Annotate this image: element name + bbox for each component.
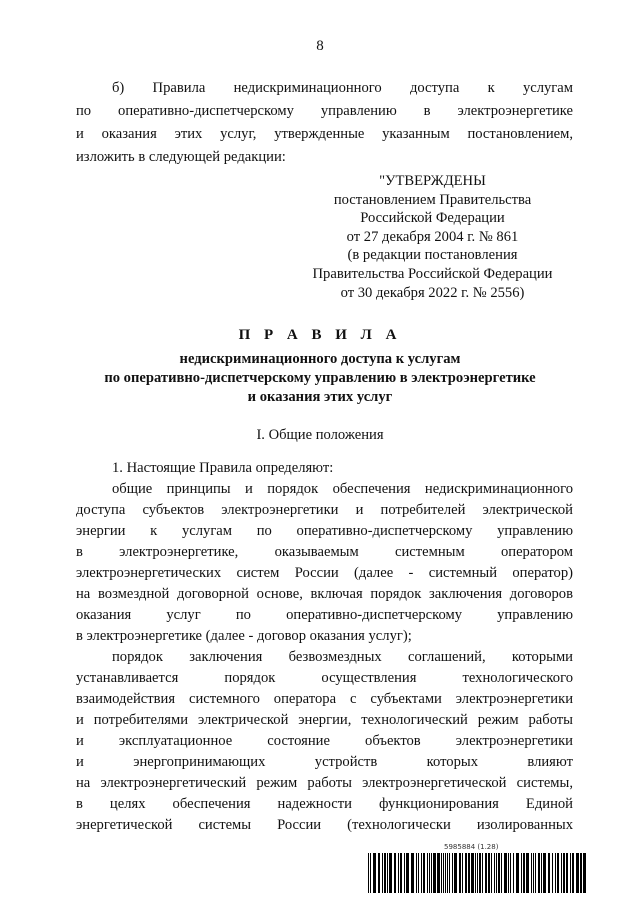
- page-number: 8: [316, 38, 324, 54]
- body-line: в электроэнергетике, оказываемым системным оператором: [76, 544, 573, 560]
- approval-block: [280, 172, 585, 302]
- approval-line: от 27 декабря 2004 г. № 861: [346, 228, 519, 245]
- intro-line: б) Правила недискриминационного доступа к услугам: [112, 80, 573, 96]
- document-subtitle: [0, 350, 640, 407]
- body-line: и эксплуатационное состояние объектов электроэнергетики: [76, 733, 573, 749]
- approval-line: от 30 декабря 2022 г. № 2556): [340, 284, 525, 301]
- body-line: доступа субъектов электроэнергетики и потребителей электрической: [76, 502, 573, 518]
- body-line: в целях обеспечения надежности функционирования Единой: [76, 796, 573, 812]
- approval-line: Российской Федерации: [360, 210, 505, 227]
- subtitle-line: недискриминационного доступа к услугам: [179, 351, 461, 367]
- body-line: взаимодействия системного оператора с субъектами электроэнергетики: [76, 691, 573, 707]
- approval-line: "УТВЕРЖДЕНЫ: [379, 173, 486, 189]
- body-line: порядок заключения безвозмездных соглашений, которыми: [112, 649, 573, 665]
- barcode-block: [368, 843, 588, 895]
- body-line: и энергопринимающих устройств которых влияют: [76, 754, 573, 770]
- document-title: П Р А В И Л А: [238, 327, 402, 343]
- barcode-caption: 5985884 (1.28): [444, 843, 499, 851]
- body-line: в электроэнергетике (далее - договор оказания услуг);: [76, 628, 412, 644]
- body-line: энергии к услугам по оперативно-диспетчерскому управлению: [76, 523, 573, 539]
- section-heading: I. Общие положения: [256, 427, 384, 443]
- body-line: на электроэнергетический режим работы электроэнергетической системы,: [76, 775, 573, 791]
- subtitle-line: и оказания этих услуг: [247, 389, 393, 405]
- clause-heading: 1. Настоящие Правила определяют:: [112, 460, 334, 476]
- approval-line: (в редакции постановления: [347, 247, 518, 264]
- subtitle-line: по оперативно-диспетчерскому управлению в электроэнергетике: [104, 370, 536, 386]
- approval-line: постановлением Правительства: [333, 191, 532, 208]
- body-line: электроэнергетических систем России (далее - системный оператор): [76, 565, 573, 581]
- body-line: оказания услуг по оперативно-диспетчерскому управлению: [76, 607, 573, 623]
- body-line: и потребителями электрической энергии, технологический режим работы: [76, 712, 573, 728]
- body-line: общие принципы и порядок обеспечения недискриминационного: [112, 481, 573, 497]
- intro-line: изложить в следующей редакции:: [76, 149, 286, 165]
- barcode-icon: [368, 853, 588, 893]
- body-line: энергетической системы России (технологически изолированных: [76, 817, 573, 833]
- approval-line: Правительства Российской Федерации: [312, 265, 553, 282]
- body-line: на возмездной договорной основе, включая порядок заключения договоров: [76, 586, 573, 602]
- body-line: устанавливается порядок осуществления технологического: [76, 670, 573, 686]
- intro-line: и оказания этих услуг, утвержденные указанным постановлением,: [76, 126, 573, 142]
- intro-line: по оперативно-диспетчерскому управлению в электроэнергетике: [76, 103, 573, 119]
